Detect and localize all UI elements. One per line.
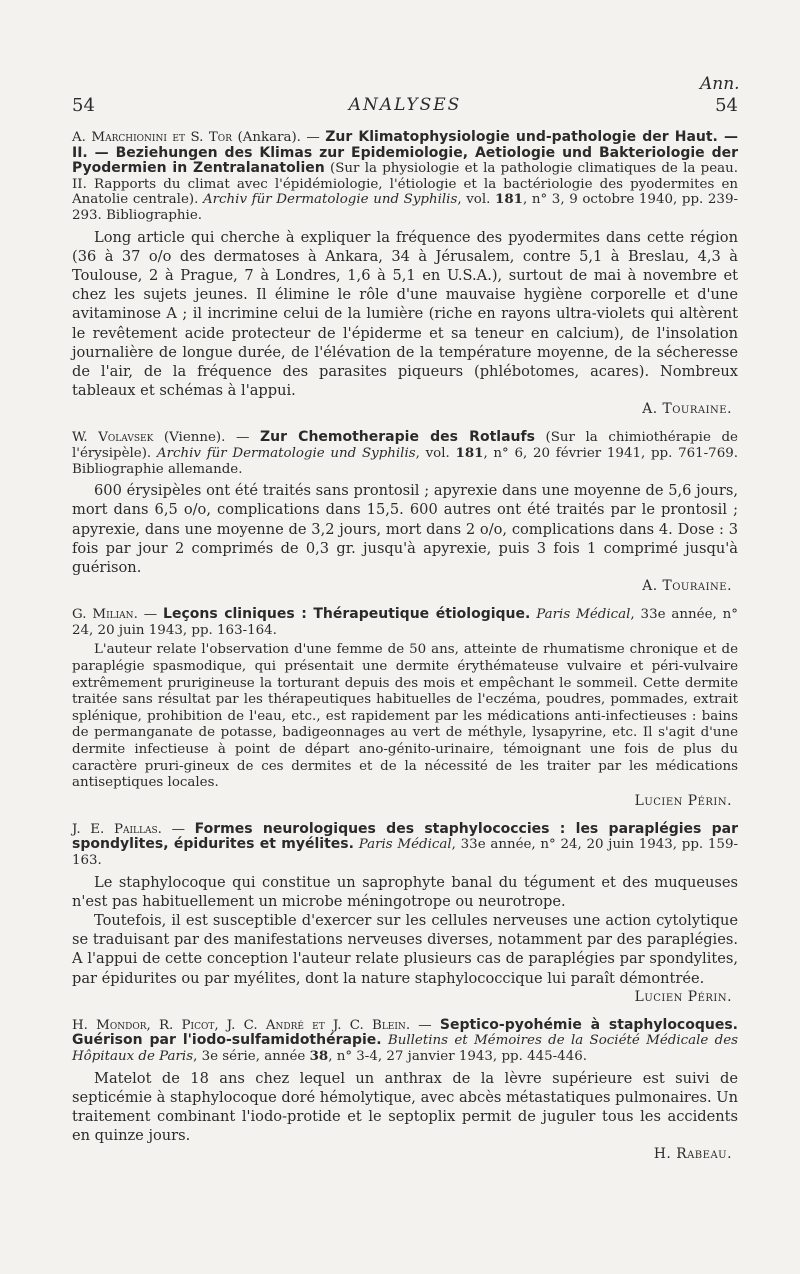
journal: Archiv für Dermatologie und Syphilis <box>156 445 416 461</box>
annotation-ann: Ann. <box>700 74 740 94</box>
subtitle: (Sur la chimiothérapie de l'érysipèle). <box>72 430 738 461</box>
article-title: Formes neurologiques des staphylococcies : les paraplégies par spondylites, épidurites et myélites. <box>72 820 739 853</box>
journal: Bulletins et Mémoires de la Société Médicale des Hôpitaux de Paris <box>72 1033 738 1064</box>
publication: , 33e année, n° 24, 20 juin 1943, pp. 163-164. <box>72 607 739 638</box>
journal: Paris Médical <box>536 607 631 623</box>
abstract-body: Toutefois, il est susceptible d'exercer sur les cellules nerveuses une action cytolytique se traduisant par des manifestations nerveuses diverses, notamment par des paraplégies. A l'appui de cette conception l'auteur relate plusieurs cas de paraplégies par spondylites, par épidurites ou par myélites, dont la nature staphylococcique lui paraît démontrée. <box>72 911 738 987</box>
signature: A. Touraine. <box>642 401 732 418</box>
reference <box>72 822 738 869</box>
main-column <box>72 130 738 1175</box>
volume: 38 <box>309 1047 329 1064</box>
author: A. Marchionini et S. Tor <box>72 130 232 145</box>
vol-prefix: , vol. <box>415 445 456 461</box>
subtitle: (Sur la physiologie et la pathologie climatiques de la peau. II. Rapports du climat avec l'épidémiologie, l'étiologie et la bactériologie des pyodermites en Anatolie centrale). <box>72 161 738 208</box>
publication: , 33e année, n° 24, 20 juin 1943, pp. 159-163. <box>72 837 738 868</box>
location: . — <box>157 821 195 837</box>
volume: 181 <box>455 444 484 461</box>
publication: , n° 6, 20 février 1941, pp. 761-769. Bibliographie allemande. <box>72 445 738 477</box>
location: . — <box>133 607 164 623</box>
location: (Vienne). — <box>153 430 260 446</box>
abstract-body: L'auteur relate l'observation d'une femme de 50 ans, atteinte de rhumatisme chronique et de paraplégie spasmodique, qui présentait une dermite érythémateuse vulvaire et péri-vulvaire extrêmement prurigineuse la torturant depuis des mois et empêchant le sommeil. Cette dermite traitée sans résultat par les thérapeutiques habituelles de l'eczéma, poudres, pommades, extrait splénique, prohibition de l'eau, etc., est rapidement par les médications anti-infectieuses : bains de permanganate de potasse, badigeonnages au vert de méthyle, lysapyrine, etc. Il s'agit d'une dermite infectieuse à point de départ ano-génito-urinaire, témoignant une fois de plus du caractère pruri-gineux de ces dermites et de la nécessité de les traiter par les médications antiseptiques locales. <box>72 642 738 791</box>
page-number-right: 54 <box>715 95 738 116</box>
abstract-entry-1 <box>72 130 738 418</box>
author: J. E. Paillas <box>72 821 158 837</box>
signature: Lucien Périn. <box>634 792 732 809</box>
reference <box>72 130 738 224</box>
author: H. Mondor, R. Picot, J. C. André et J. C. Blein <box>72 1017 406 1033</box>
reference <box>72 607 738 638</box>
location: (Ankara). — <box>231 130 326 145</box>
publication: , n° 3-4, 27 janvier 1943, pp. 445-446. <box>328 1048 587 1064</box>
author: W. Volavsek <box>72 430 154 446</box>
page-number: 54 <box>72 95 95 116</box>
location: . — <box>405 1017 440 1033</box>
volume: 181 <box>495 191 523 208</box>
abstract-body-intro: Le staphylocoque qui constitue un saprophyte banal du tégument et des muqueuses n'est pas habituellement un microbe méningotrope ou neurotrope. <box>72 873 738 910</box>
abstract-entry-5 <box>72 1018 738 1164</box>
abstract-body: Matelot de 18 ans chez lequel un anthrax de la lèvre supérieure est suivi de septicémie à staphylocoque doré hémolytique, avec abcès métastatiques pulmonaires. Un traitement combinant l'iodo-protide et le septoplix permit de juguler tous les accidents en quinze jours. <box>72 1069 738 1145</box>
reference <box>72 430 738 477</box>
abstract-body: 600 érysipèles ont été traités sans prontosil ; apyrexie dans une moyenne de 5,6 jours, mort dans 6,5 o/o, complications dans 15,5. 600 autres ont été traités par le prontosil ; apyrexie, dans une moyenne de 3,2 jours, mort dans 2 o/o, complications dans 4. Dose : 3 fois par jour 2 comprimés de 0,3 gr. jusqu'à apyrexie, puis 3 fois 1 comprimé jusqu'à guérison. <box>72 482 738 576</box>
page-header <box>72 95 738 121</box>
article-title: Leçons cliniques : Thérapeutique étiologique. <box>163 606 531 623</box>
article-title: Septico-pyohémie à staphylocoques. Guérison par l'iodo-sulfamidothérapie. <box>72 1016 738 1049</box>
author: G. Milian <box>72 607 134 623</box>
article-title: Zur Chemotherapie des Rotlaufs <box>259 429 535 446</box>
signature: Lucien Périn. <box>634 988 732 1005</box>
vol-prefix: , 3e série, année <box>193 1048 310 1064</box>
running-title: ANALYSES <box>348 95 462 115</box>
reference <box>72 1018 738 1065</box>
journal: Archiv für Dermatologie und Syphilis <box>202 192 458 208</box>
signature: H. Rabeau. <box>653 1146 732 1163</box>
publication: , n° 3, 9 octobre 1940, pp. 239-293. Bibliographie. <box>72 192 738 223</box>
journal: Paris Médical <box>358 837 452 853</box>
abstract-entry-4 <box>72 822 738 1006</box>
vol-prefix: , vol. <box>457 192 496 208</box>
signature: A. Touraine. <box>642 578 732 595</box>
abstract-entry-2 <box>72 430 738 595</box>
article-title: Zur Klimatophysiologie und-pathologie der Haut. — II. — Beziehungen des Klimas zur Epidemiologie, Aetiologie und Bakteriologie der Pyodermien in Zentralanatolien <box>72 129 738 177</box>
abstract-body: Long article qui cherche à expliquer la fréquence des pyodermites dans cette région (36 à 37 o/o des dermatoses à Ankara, 34 à Jérusalem, contre 5,1 à Breslau, 4,3 à Toulouse, 2 à Prague, 7 à Londres, 1,6 à 5,1 en U.S.A.), surtout de mai à novembre et chez les sujets jeunes. Il élimine le rôle d'une mauvaise hygiène corporelle et d'une avitaminose A ; il incrimine celui de la lumière (riche en rayons ultra-violets qui altèrent le revêtement acide protecteur de l'épiderme et sa teneur en calcium), de l'insolation journalière de longue durée, de l'élévation de la température moyenne, de la sécheresse de l'air, de la fréquence des parasites piqueurs (phlébotomes, acares). Nombreux tableaux et schémas à l'appui. <box>72 228 738 400</box>
abstract-entry-3 <box>72 607 738 810</box>
